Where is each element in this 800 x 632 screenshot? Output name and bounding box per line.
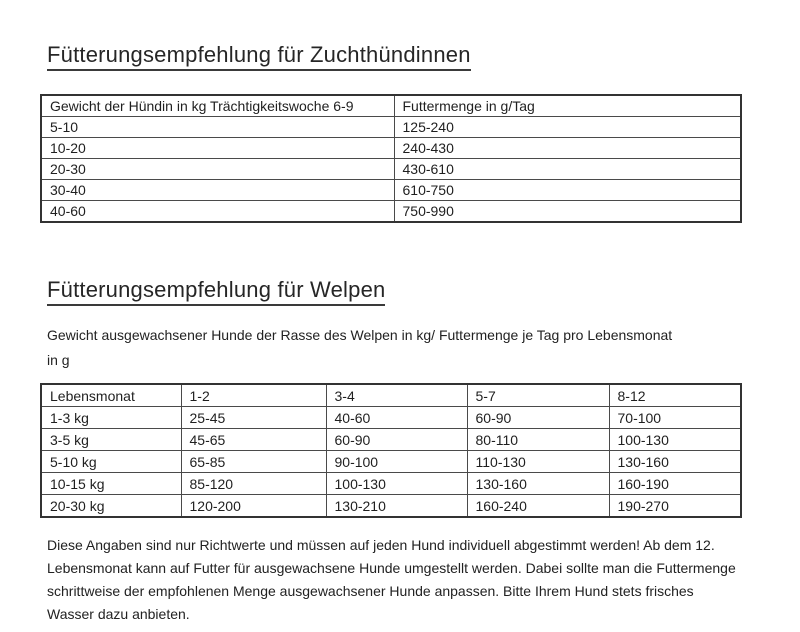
puppies-table-description (47, 323, 760, 373)
table-cell: 240-430 (394, 138, 741, 159)
section-title-puppies (47, 275, 760, 305)
disclaimer-note (47, 534, 760, 626)
puppies-feeding-table (40, 383, 742, 518)
table-header-cell: Futtermenge in g/Tag (394, 95, 741, 117)
table-cell: 25-45 (181, 407, 326, 429)
table-cell: 65-85 (181, 451, 326, 473)
table-body (41, 117, 741, 223)
note-line: schrittweise der empfohlenen Menge ausgewachsener Hunde anpassen. Bitte Ihrem Hund stets frisches (47, 583, 694, 599)
table-cell: 60-90 (326, 429, 467, 451)
table-cell: 20-30 kg (41, 495, 181, 518)
table-row (41, 407, 741, 429)
table-row (41, 201, 741, 223)
table-cell: 40-60 (41, 201, 394, 223)
table-cell: 45-65 (181, 429, 326, 451)
table-row (41, 473, 741, 495)
table-cell: 125-240 (394, 117, 741, 138)
table-cell: 100-130 (609, 429, 741, 451)
table-cell: 5-10 (41, 117, 394, 138)
table-cell: 3-5 kg (41, 429, 181, 451)
table-cell: 160-240 (467, 495, 609, 518)
table-header-cell: 1-2 (181, 384, 326, 407)
table-cell: 130-210 (326, 495, 467, 518)
note-line: Wasser dazu anbieten. (47, 606, 190, 622)
table-cell: 30-40 (41, 180, 394, 201)
table-cell: 1-3 kg (41, 407, 181, 429)
table-header-cell: Gewicht der Hündin in kg Trächtigkeitswoche 6-9 (41, 95, 394, 117)
table-body (41, 407, 741, 518)
table-header-cell: 8-12 (609, 384, 741, 407)
table-cell: 110-130 (467, 451, 609, 473)
table-cell: 90-100 (326, 451, 467, 473)
table-cell: 10-20 (41, 138, 394, 159)
table-header-cell: Lebensmonat (41, 384, 181, 407)
table-cell: 40-60 (326, 407, 467, 429)
section-title-breeding-dogs-text: Fütterungsempfehlung für Zuchthündinnen (47, 42, 471, 71)
table-header-cell: 5-7 (467, 384, 609, 407)
table-cell: 160-190 (609, 473, 741, 495)
table-cell: 610-750 (394, 180, 741, 201)
section-title-puppies-text: Fütterungsempfehlung für Welpen (47, 277, 385, 306)
table-row (41, 451, 741, 473)
table-cell: 120-200 (181, 495, 326, 518)
table-cell: 430-610 (394, 159, 741, 180)
description-line: Gewicht ausgewachsener Hunde der Rasse des Welpen in kg/ Futtermenge je Tag pro Lebensmonat (47, 327, 673, 343)
table-cell: 85-120 (181, 473, 326, 495)
table-row (41, 180, 741, 201)
table-header-row (41, 95, 741, 117)
table-cell: 20-30 (41, 159, 394, 180)
table-row (41, 429, 741, 451)
table-cell: 10-15 kg (41, 473, 181, 495)
table-cell: 750-990 (394, 201, 741, 223)
table-cell: 70-100 (609, 407, 741, 429)
table-header-cell: 3-4 (326, 384, 467, 407)
table-cell: 100-130 (326, 473, 467, 495)
table-cell: 5-10 kg (41, 451, 181, 473)
table-row (41, 138, 741, 159)
table-cell: 130-160 (467, 473, 609, 495)
breeding-dogs-feeding-table (40, 94, 742, 223)
table-row (41, 117, 741, 138)
table-row (41, 495, 741, 518)
table-cell: 80-110 (467, 429, 609, 451)
note-line: Lebensmonat kann auf Futter für ausgewachsene Hunde umgestellt werden. Dabei sollte man die Futtermenge (47, 560, 736, 576)
section-title-breeding-dogs (47, 40, 760, 70)
table-cell: 60-90 (467, 407, 609, 429)
table-cell: 190-270 (609, 495, 741, 518)
description-line: in g (47, 352, 70, 368)
note-line: Diese Angaben sind nur Richtwerte und müssen auf jeden Hund individuell abgestimmt werden! Ab dem 12. (47, 537, 715, 553)
table-row (41, 159, 741, 180)
table-header-row (41, 384, 741, 407)
table-cell: 130-160 (609, 451, 741, 473)
